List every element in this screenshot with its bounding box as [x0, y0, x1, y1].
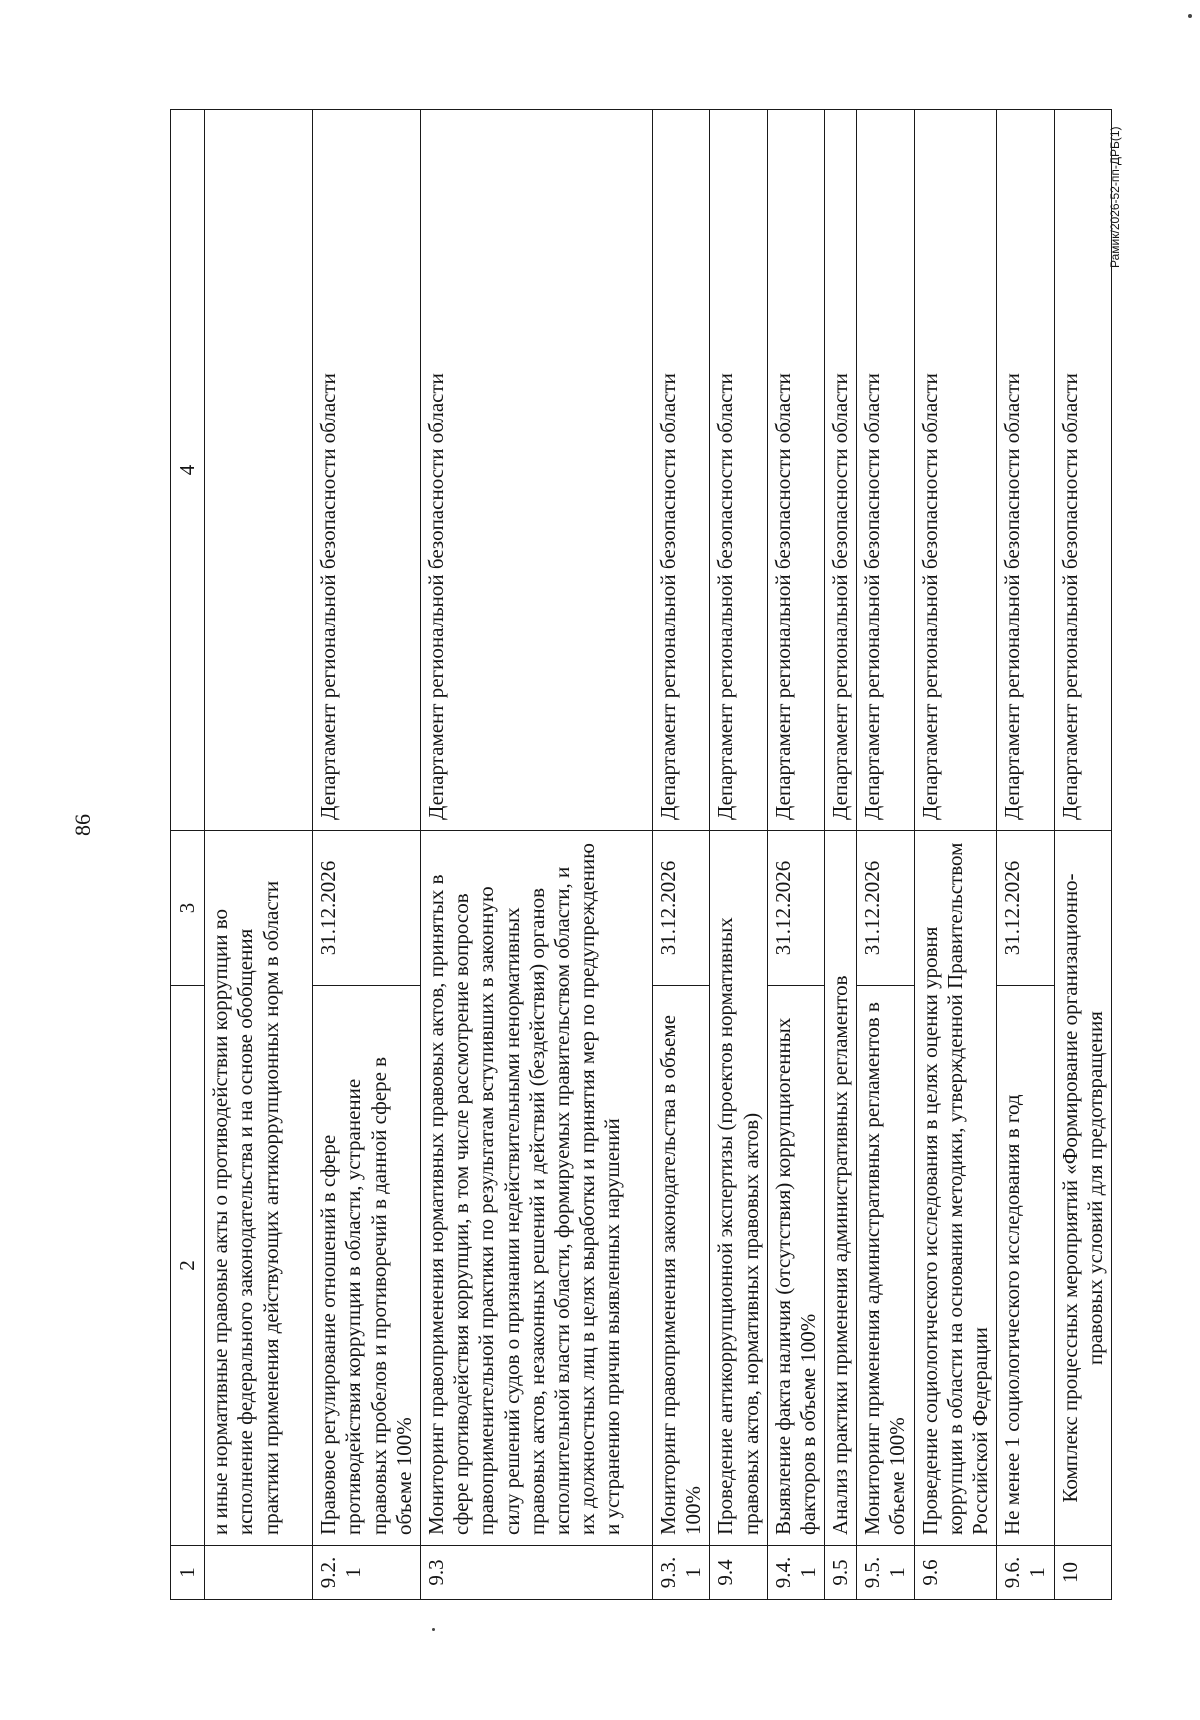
row-description: Анализ практики применения административных регламентов: [825, 831, 857, 1546]
row-number: [205, 1546, 313, 1600]
row-department: Департамент региональной безопасности области: [997, 110, 1054, 831]
row-number: 9.4: [710, 1546, 767, 1600]
row-date: 31.12.2026: [652, 831, 709, 986]
header-col-1: 1: [171, 1546, 205, 1600]
table-row: [710, 110, 767, 1600]
row-number: 9.5: [825, 1546, 857, 1600]
row-department: Департамент региональной безопасности области: [652, 110, 709, 831]
rotated-table-container: [170, 110, 1107, 1600]
row-description: Мониторинг правоприменения законодательства в объеме 100%: [652, 986, 709, 1546]
scan-speck: [1188, 14, 1192, 18]
table-row: [652, 110, 709, 1600]
row-department: Департамент региональной безопасности области: [313, 110, 421, 831]
row-description: Выявление факта наличия (отсутствия) коррупциогенных факторов в объеме 100%: [767, 986, 824, 1546]
table-row: [997, 110, 1054, 1600]
row-description: Проведение антикоррупционной экспертизы (проектов нормативных правовых актов, нормативных правовых актов): [710, 831, 767, 1546]
row-description: и иные нормативные правовые акты о противодействии коррупции во исполнение федерального законодательства и на основе обобщения практики применения действующих антикоррупционных норм в области: [205, 831, 313, 1546]
table-row: [825, 110, 857, 1600]
header-col-3: 3: [171, 831, 205, 986]
row-description: Мониторинг применения административных регламентов в объеме 100%: [857, 986, 914, 1546]
measures-table: [170, 109, 1112, 1600]
row-department: Департамент региональной безопасности области: [710, 110, 767, 831]
row-department: Департамент региональной безопасности области: [1054, 110, 1111, 831]
row-department: Департамент региональной безопасности области: [825, 110, 857, 831]
row-date: 31.12.2026: [767, 831, 824, 986]
row-description: Комплекс процессных мероприятий «Формирование организационно-правовых условий для предотвращения: [1054, 831, 1111, 1546]
table-header-row: [171, 110, 205, 1600]
table-row: [313, 110, 421, 1600]
row-number: 9.3.1: [652, 1546, 709, 1600]
row-date: 31.12.2026: [857, 831, 914, 986]
document-code: Рамик/2026-52-пп-ДРБ(1): [1108, 126, 1122, 268]
row-description: Проведение социологического исследования в целях оценки уровня коррупции в области на основании методики, утвержденной Правительством Российской Федерации: [914, 831, 997, 1546]
table-row: [205, 110, 313, 1600]
scan-speck: [432, 1628, 435, 1631]
row-number: 9.5.1: [857, 1546, 914, 1600]
page-number: 86: [70, 814, 95, 836]
table-row: [857, 110, 914, 1600]
table-row: [420, 110, 652, 1600]
row-department: Департамент региональной безопасности области: [914, 110, 997, 831]
header-col-2: 2: [171, 986, 205, 1546]
table-row: [767, 110, 824, 1600]
row-date: 31.12.2026: [997, 831, 1054, 986]
row-department: Департамент региональной безопасности области: [767, 110, 824, 831]
row-number: 9.6: [914, 1546, 997, 1600]
row-department: [205, 110, 313, 831]
row-number: 9.6.1: [997, 1546, 1054, 1600]
row-department: Департамент региональной безопасности области: [420, 110, 652, 831]
row-description: Мониторинг правоприменения нормативных правовых актов, принятых в сфере противодействия коррупции, в том числе рассмотрение вопросов правоприменительной практики по результатам вступивших в законную силу решений судов о признании недействительными ненормативных правовых актов, незаконных решений и действий (бездействия) органов исполнительной власти области, формируемых правительством области, и их должностных лиц в целях выработки и принятия мер по предупреждению и устранению причин выявленных нарушений: [420, 831, 652, 1546]
table-row: [1054, 110, 1111, 1600]
row-number: 9.2.1: [313, 1546, 421, 1600]
row-description: Правовое регулирование отношений в сфере противодействия коррупции в области, устранение правовых пробелов и противоречий в данной сфере в объеме 100%: [313, 986, 421, 1546]
row-description: Не менее 1 социологического исследования в год: [997, 986, 1054, 1546]
row-number: 9.4.1: [767, 1546, 824, 1600]
row-department: Департамент региональной безопасности области: [857, 110, 914, 831]
header-col-4: 4: [171, 110, 205, 831]
row-date: 31.12.2026: [313, 831, 421, 986]
row-number: 10: [1054, 1546, 1111, 1600]
row-number: 9.3: [420, 1546, 652, 1600]
table-row: [914, 110, 997, 1600]
